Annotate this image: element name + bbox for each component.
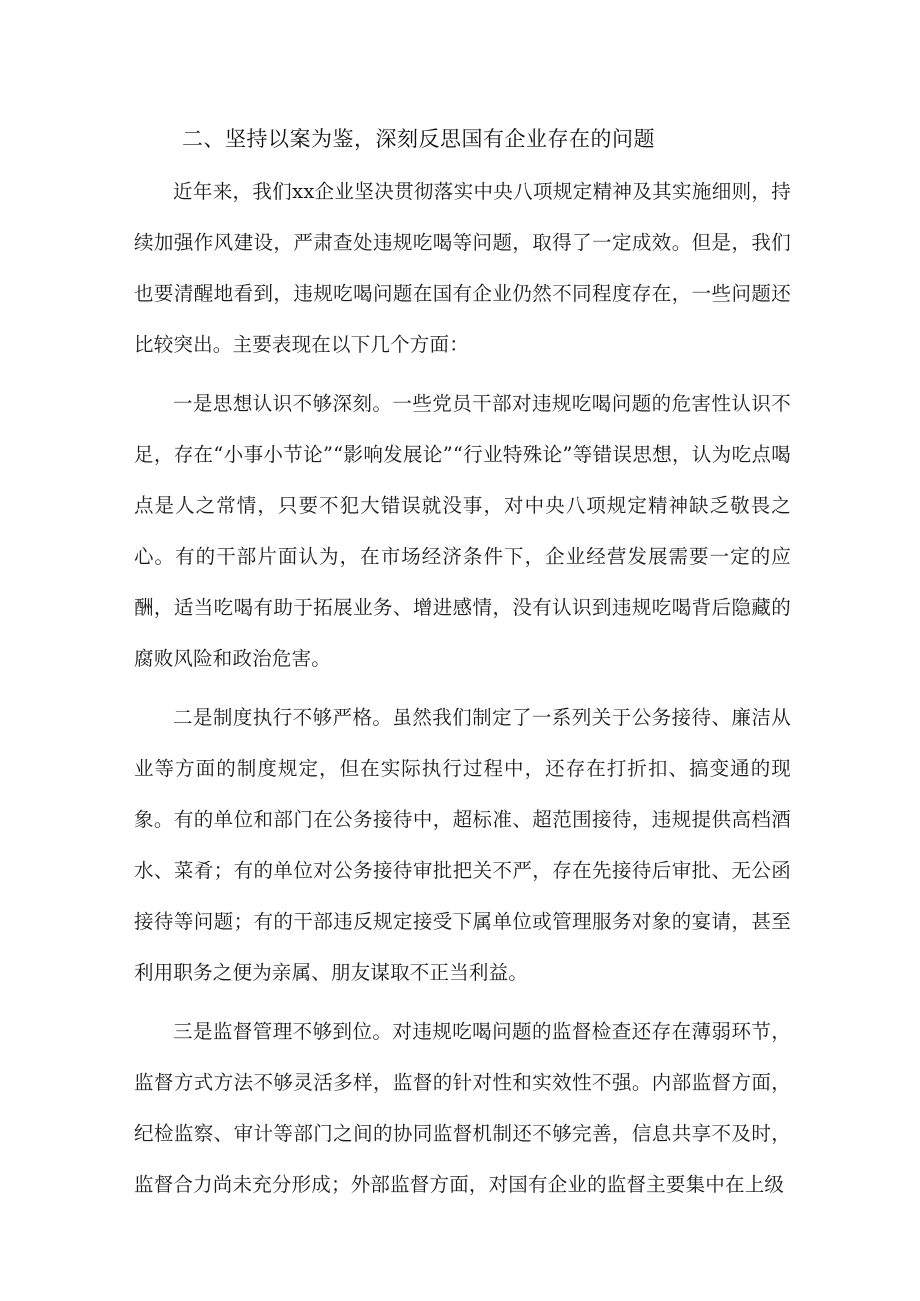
paragraph-point-three: 三是监督管理不够到位。对违规吃喝问题的监督检查还存在薄弱环节，监督方式方法不够灵活多样，监督的针对性和实效性不强。内部监督方面，纪检监察、审计等部门之间的协同监督机制还不够完善，信息共享不及时，监督合力尚未充分形成；外部监督方面，对国有企业的监督主要集中在上级 <box>134 1020 791 1196</box>
paragraph-intro: 近年来，我们xx企业坚决贯彻落实中央八项规定精神及其实施细则，持续加强作风建设，严肃查处违规吃喝等问题，取得了一定成效。但是，我们也要清醒地看到，违规吃喝问题在国有企业仍然不同程度存在，一些问题还比较突出。主要表现在以下几个方面： <box>134 180 791 356</box>
document-body <box>134 118 791 1218</box>
paragraph-point-two: 二是制度执行不够严格。虽然我们制定了一系列关于公务接待、廉洁从业等方面的制度规定，但在实际执行过程中，还存在打折扣、搞变通的现象。有的单位和部门在公务接待中，超标准、超范围接待，违规提供高档酒水、菜肴；有的单位对公务接待审批把关不严，存在先接待后审批、无公函接待等问题；有的干部违反规定接受下属单位或管理服务对象的宴请，甚至利用职务之便为亲属、朋友谋取不正当利益。 <box>134 706 791 984</box>
section-heading: 二、坚持以案为鉴，深刻反思国有企业存在的问题 <box>182 127 655 151</box>
paragraph-point-one: 一是思想认识不够深刻。一些党员干部对违规吃喝问题的危害性认识不足，存在“小事小节论”“影响发展论”“行业特殊论”等错误思想，认为吃点喝点是人之常情，只要不犯大错误就没事，对中央八项规定精神缺乏敬畏之心。有的干部片面认为，在市场经济条件下，企业经营发展需要一定的应酬，适当吃喝有助于拓展业务、增进感情，没有认识到违规吃喝背后隐藏的腐败风险和政治危害。 <box>134 392 791 670</box>
